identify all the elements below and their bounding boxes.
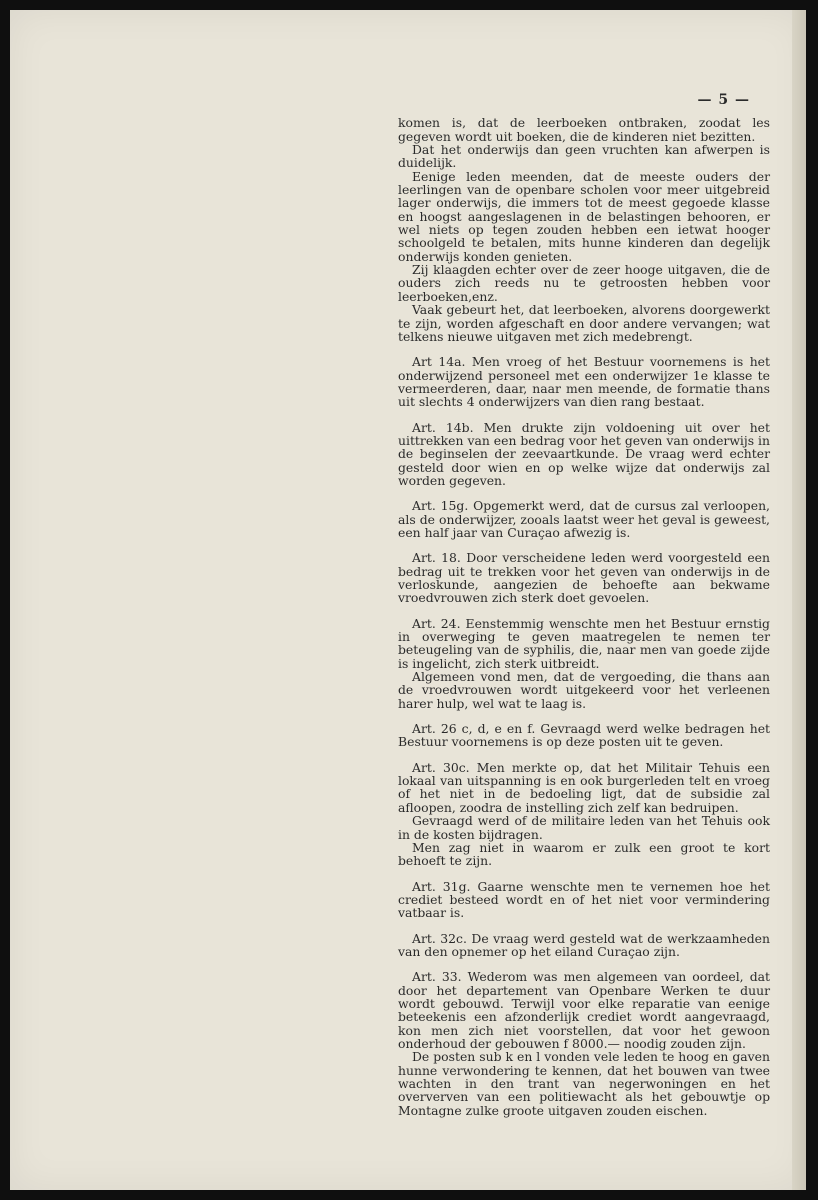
paragraph xyxy=(398,355,770,408)
paragraph: Gevraagd werd of de militaire leden van het Tehuis ook in de kosten bijdragen. xyxy=(398,813,770,842)
article-ref: Art. 31g. xyxy=(412,878,471,894)
paragraph xyxy=(398,617,770,670)
article-ref: Art. 24. xyxy=(412,615,461,631)
paragraph: Men zag niet in waarom er zulk een groot te kort behoeft te zijn. xyxy=(398,839,770,869)
paragraph: Algemeen vond men, dat de vergoeding, die thans aan de vroedvrouwen wordt uitgekeerd voor het verleenen harer hulp, wel wat te laag is. xyxy=(398,669,770,711)
paragraph: De posten sub k en l vonden vele leden te hoog en gaven hunne verwondering te kennen, dat het bouwen van twee wachten in den trant van negerwoningen en het oververven van een politiewacht als het gebouwtje op Montagne zulke groote uitgaven zouden eischen. xyxy=(398,1049,770,1118)
paragraph xyxy=(398,499,770,539)
article-ref: Art 14a. xyxy=(412,354,466,370)
article-26 xyxy=(398,722,770,749)
paragraph xyxy=(398,761,770,814)
article-32c xyxy=(398,932,770,959)
paragraph xyxy=(398,722,770,749)
article-24 xyxy=(398,617,770,710)
paragraph-text: Men merkte op, dat het Militair Tehuis een lokaal van uitspanning is en ook burgerleden telt en vroeg of het niet in de bedoeling ligt, dat de subsidie zal afloopen, zoodra de instelling zich zelf kan bedruipen. xyxy=(398,759,770,815)
paragraph xyxy=(398,880,770,920)
page-number: — 5 — xyxy=(697,92,750,108)
paragraph xyxy=(398,551,770,604)
article-ref: Art. 26 c, d, e en f. xyxy=(412,721,536,737)
paragraph-text: Men drukte zijn voldoening uit over het uittrekken van een bedrag voor het geven van onderwijs in de beginselen der zeevaartkunde. De vraag werd echter gesteld door wien en op welke wijze dat onderwijs zal worden gegeven. xyxy=(398,419,770,488)
article-ref: Art. 32c. xyxy=(412,930,467,946)
paragraph-text: Gevraagd werd welke bedragen het Bestuur voornemens is op deze posten uit te geven. xyxy=(398,721,771,750)
paragraph xyxy=(398,421,770,488)
text-column xyxy=(398,94,770,1129)
paragraph-text: Opgemerkt werd, dat de cursus zal verloopen, als de onderwijzer, zooals laatst weer het geval is geweest, een half jaar van Curaçao afwezig is. xyxy=(398,498,770,540)
paragraph: Eenige leden meenden, dat de meeste ouders der leerlingen van de openbare scholen voor meer uitgebreid lager onderwijs, die immers tot de meest gegoede klasse en hoogst aangeslagenen in de belastingen behooren, er wel niets op tegen zouden hebben een ietwat hooger schoolgeld te betalen, mits hunne kinderen dan degelijk onderwijs konden genieten. xyxy=(398,168,770,264)
article-ref: Art. 33. xyxy=(412,969,462,985)
paragraph-text: Gaarne wenschte men te vernemen hoe het crediet besteed wordt en of het niet voor vermindering vatbaar is. xyxy=(398,878,770,921)
paragraph-text: Door verscheidene leden werd voorgesteld een bedrag uit te trekken voor het geven van onderwijs in de verloskunde, aangezien de behoefte aan bekwame vroedvrouwen zich sterk doet gevoelen. xyxy=(398,550,770,606)
page-edge xyxy=(792,10,806,1190)
article-ref: Art. 14b. xyxy=(412,419,474,435)
paragraph: komen is, dat de leerboeken ontbraken, zoodat les gegeven wordt uit boeken, die de kinderen niet bezitten. xyxy=(398,115,770,144)
article-ref: Art. 15g. xyxy=(412,498,469,514)
article-31g xyxy=(398,880,770,920)
paragraph-text: Men vroeg of het Bestuur voornemens is het onderwijzend personeel met een onderwijzer 1e klasse te vermeerderen, daar, naar men meende, de formatie thans uit slechts 4 onderwijzers van dien rang bestaat. xyxy=(398,354,770,410)
article-33 xyxy=(398,970,770,1117)
article-14a xyxy=(398,355,770,408)
article-30c xyxy=(398,761,770,868)
paragraph-text: De vraag werd gesteld wat de werkzaamheden van den opnemer op het eiland Curaçao zijn. xyxy=(398,930,770,959)
paragraph-text: Eenstemmig wenschte men het Bestuur ernstig in overweging te geven maatregelen te nemen ter beteugeling van de syphilis, die, naar men van goede zijde is ingelicht, zich sterk uitbreidt. xyxy=(398,615,770,671)
paragraph: Zij klaagden echter over de zeer hooge uitgaven, die de ouders zich reeds nu te getroosten hebben voor leerboeken,enz. xyxy=(398,262,770,304)
document-page xyxy=(10,10,806,1190)
intro-block xyxy=(398,116,770,343)
paragraph: Dat het onderwijs dan geen vruchten kan afwerpen is duidelijk. xyxy=(398,142,770,171)
article-ref: Art. 30c. xyxy=(412,759,470,775)
article-ref: Art. 18. xyxy=(412,550,461,566)
paragraph xyxy=(398,970,770,1050)
paragraph: Vaak gebeurt het, dat leerboeken, alvorens doorgewerkt te zijn, worden afgeschaft en door andere vervangen; wat telkens nieuwe uitgaven met zich medebrengt. xyxy=(398,302,770,344)
article-18 xyxy=(398,551,770,604)
article-15g xyxy=(398,499,770,539)
paragraph xyxy=(398,932,770,959)
article-14b xyxy=(398,421,770,488)
paragraph-text: Wederom was men algemeen van oordeel, dat door het departement van Openbare Werken te duur wordt gebouwd. Terwijl voor elke reparatie van eenige beteekenis een afzonderlijk crediet wordt aangevraagd, kon men zich niet voorstellen, dat voor het gewoon onderhoud der gebouwen f 8000.— noodig zouden zijn. xyxy=(398,969,770,1051)
